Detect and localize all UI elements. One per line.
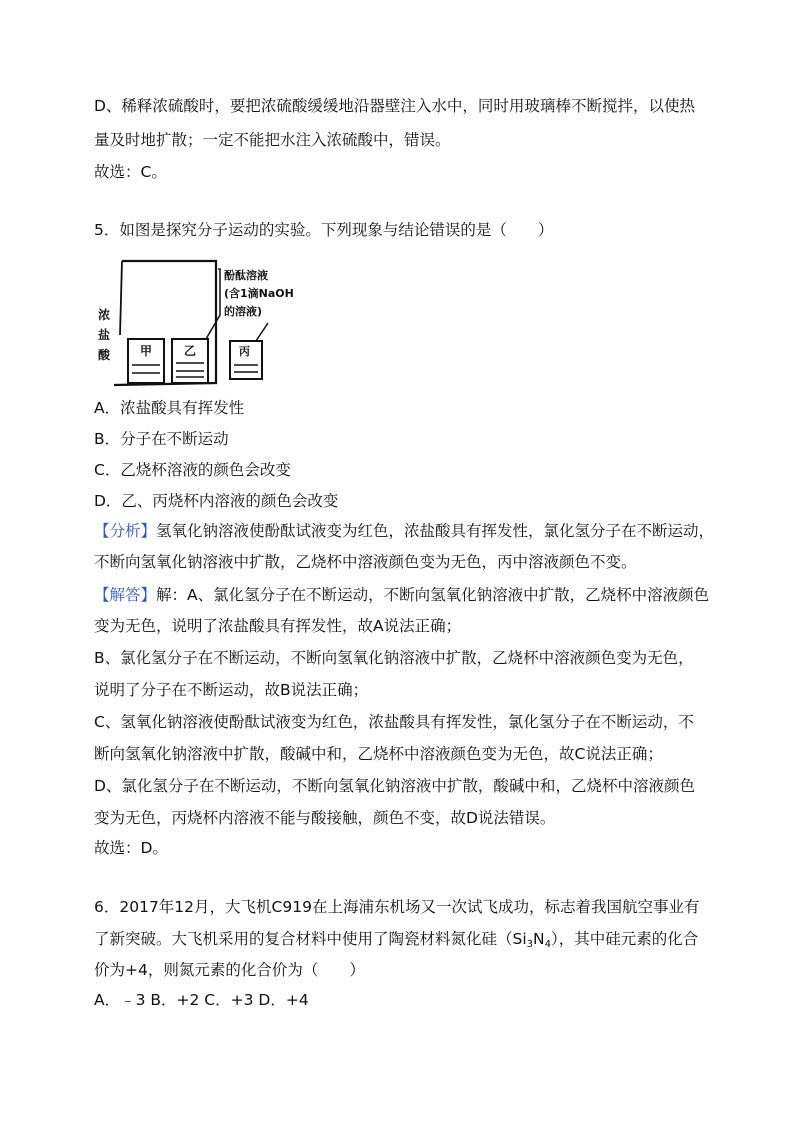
q5-option-a: A．浓盐酸具有挥发性	[94, 399, 245, 417]
q6-line1: 6．2017年12月，大飞机C919在上海浦东机场又一次试飞成功，标志着我国航空事业有	[94, 898, 700, 916]
beaker-jia	[128, 339, 164, 383]
q5-solution-line4: 说明了分子在不断运动，故B说法正确；	[94, 681, 369, 699]
q4-option-d-line1: D、稀释浓硫酸时，要把浓硫酸缓缓地沿器壁注入水中，同时用玻璃棒不断搅拌，以使热	[94, 97, 695, 115]
q6-line3: 价为+4，则氮元素的化合价为（ ）	[94, 961, 365, 979]
label-suan: 酸	[98, 348, 111, 362]
beaker-bing-label: 丙	[239, 345, 250, 358]
q5-solution-line6: 断向氢氧化钠溶液中扩散，酸碱中和，乙烧杯中溶液颜色变为无色，故C说法正确；	[94, 745, 663, 763]
q5-answer: 故选：D。	[94, 839, 168, 857]
q6-line2: 了新突破。大飞机采用的复合材料中使用了陶瓷材料氮化硅$(Si_3N_4)$，其中硅元素的化合	[94, 930, 699, 950]
q5-solution-line5: C、氢氧化钠溶液使酚酞试液变为红色，浓盐酸具有挥发性，氯化氢分子在不断运动，不	[94, 713, 694, 731]
q5-solution-line7: D、氯化氢分子在不断运动，不断向氢氧化钠溶液中扩散，酸碱中和，乙烧杯中溶液颜色	[94, 777, 695, 795]
q5-option-d: D．乙、丙烧杯内溶液的颜色会改变	[94, 492, 339, 510]
q5-experiment-figure	[96, 255, 311, 395]
q5-solution-line1	[94, 585, 709, 605]
beaker-bing	[230, 341, 262, 379]
solution-text: 解：A、氯化氢分子在不断运动，不断向氢氧化钠溶液中扩散，乙烧杯中溶液颜色	[156, 586, 710, 604]
q5-solution-line2: 变为无色，说明了浓盐酸具有挥发性，故A说法正确；	[94, 617, 462, 635]
note-line2: (含1滴NaOH	[224, 287, 294, 300]
beaker-yi	[172, 339, 208, 383]
analysis-text: 氢氧化钠溶液使酚酞试液变为红色，浓盐酸具有挥发性，氯化氢分子在不断运动，	[156, 522, 715, 540]
q5-analysis-line2: 不断向氢氧化钠溶液中扩散，乙烧杯中溶液颜色变为无色，丙中溶液颜色不变。	[94, 553, 637, 571]
beaker-diagram	[96, 255, 311, 395]
beaker-yi-label: 乙	[184, 344, 197, 358]
q5-solution-line3: B、氯化氢分子在不断运动，不断向氢氧化钠溶液中扩散，乙烧杯中溶液颜色变为无色，	[94, 649, 694, 667]
note-line3: 的溶液)	[224, 305, 263, 318]
q5-option-b: B．分子在不断运动	[94, 430, 229, 448]
label-nong: 浓	[98, 308, 111, 322]
q6-options: A．﹣3 B．+2 C．+3 D．+4	[94, 991, 309, 1009]
beaker-jia-label: 甲	[140, 344, 153, 358]
q5-option-c: C．乙烧杯溶液的颜色会改变	[94, 461, 291, 479]
analysis-tag: 【分析】	[94, 522, 157, 540]
label-yan: 盐	[98, 328, 111, 342]
q5-stem: 5．如图是探究分子运动的实验。下列现象与结论错误的是（ ）	[94, 221, 554, 239]
q4-answer: 故选：C。	[94, 163, 167, 181]
q4-option-d-line2: 量及时地扩散；一定不能把水注入浓硫酸中，错误。	[94, 131, 451, 149]
q5-analysis-line1	[94, 521, 714, 541]
note-line1: 酚酞溶液	[224, 269, 268, 282]
q5-solution-line8: 变为无色，丙烧杯内溶液不能与酸接触，颜色不变，故D说法错误。	[94, 809, 556, 827]
solution-tag: 【解答】	[94, 586, 157, 604]
